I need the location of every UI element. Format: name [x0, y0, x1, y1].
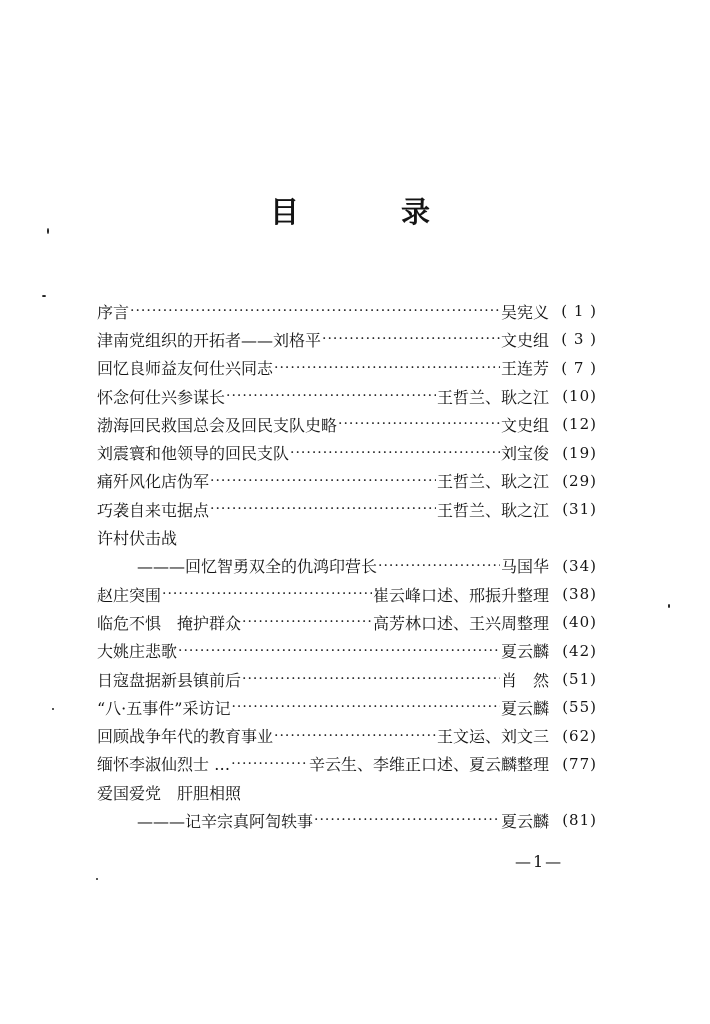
scan-speck: [47, 228, 49, 234]
toc-entry-page: (51): [562, 670, 597, 688]
toc-entry-title: 巧袭自来屯据点: [97, 500, 210, 520]
toc-entry: [97, 637, 597, 665]
toc-entry: [97, 382, 597, 410]
toc-entry-page: ( 1 ): [561, 302, 597, 321]
toc-entry-page: ( 3 ): [561, 330, 597, 349]
toc-dot-leader: [378, 556, 500, 576]
scan-speck: [668, 604, 670, 608]
toc-entry: [97, 580, 597, 608]
toc-entry-page: (81): [562, 811, 597, 830]
toc-entry-title: 爱国爱党 肝胆相照: [97, 783, 242, 803]
title-char-right: 录: [400, 195, 430, 229]
toc-entry: [97, 806, 597, 834]
toc-dot-leader: [162, 584, 372, 604]
toc-dot-leader: [130, 301, 500, 321]
toc-entry-title: 津南党组织的开拓者——刘格平: [97, 330, 322, 350]
toc-entry-title: 怀念何仕兴参谋长: [97, 387, 226, 407]
toc-entry-page: (38): [562, 585, 597, 604]
toc-entry-author: 王哲兰、耿之江: [436, 387, 549, 407]
toc-entry: [97, 410, 597, 438]
toc-dot-leader: [274, 358, 500, 378]
toc-dot-leader: [231, 754, 308, 774]
toc-entry-author: 马国华: [500, 557, 549, 577]
toc-dot-leader: [178, 641, 500, 661]
toc-entry-author: 文史组: [500, 415, 549, 435]
toc-entry-title: 日寇盘据新县镇前后: [97, 670, 242, 690]
toc-entry-title: ———回忆智勇双全的仇鸿印营长: [137, 557, 378, 577]
title-char-left: 目: [270, 195, 300, 229]
toc-entry-title: “八·五事件”采访记: [97, 698, 231, 718]
toc-entry-page: (42): [562, 641, 597, 660]
toc-entry: [97, 297, 597, 325]
toc-entry: [97, 354, 597, 382]
toc-entry-page: (77): [562, 754, 597, 773]
toc-entry-title: 痛歼风化店伪军: [97, 472, 210, 492]
toc-entry-author: 刘宝俊: [500, 444, 549, 464]
toc-entry-title: 序言: [97, 302, 130, 322]
toc-entry-author: 吴宪义: [500, 302, 549, 322]
table-of-contents: [97, 297, 597, 835]
toc-entry-page: (10): [562, 387, 597, 406]
toc-entry: [97, 552, 597, 580]
scan-speck: [42, 295, 46, 297]
toc-dot-leader: [210, 471, 436, 491]
toc-dot-leader: [242, 669, 500, 689]
toc-dot-leader: [290, 443, 500, 463]
scan-speck: [96, 878, 98, 880]
toc-entry-page: (29): [562, 471, 597, 490]
toc-entry-author: 夏云麟: [500, 698, 549, 718]
toc-entry-author: 崔云峰口述、邢振升整理: [372, 585, 549, 605]
toc-entry: [97, 467, 597, 495]
toc-entry-title: 大姚庄悲歌: [97, 642, 178, 662]
toc-entry-title: 渤海回民救国总会及回民支队史略: [97, 415, 338, 435]
toc-entry-author: 王哲兰、耿之江: [436, 472, 549, 492]
toc-entry: [97, 325, 597, 353]
toc-entry: [97, 721, 597, 749]
toc-entry: [97, 665, 597, 693]
toc-entry-page: (12): [562, 415, 597, 434]
toc-dot-leader: [274, 726, 436, 746]
toc-entry-title: ———记辛宗真阿訇轶事: [137, 811, 314, 831]
toc-entry-author: 夏云麟: [500, 811, 549, 831]
page-title: [270, 194, 430, 230]
page-number: —1—: [515, 852, 564, 871]
toc-entry-page: (55): [562, 698, 597, 717]
toc-entry: [97, 438, 597, 466]
toc-entry-author: 高芳林口述、王兴周整理: [372, 613, 549, 633]
toc-entry-author: 肖 然: [500, 670, 549, 690]
toc-entry-page: (40): [562, 613, 597, 632]
toc-entry: [97, 693, 597, 721]
toc-entry-title: 回忆良师益友何仕兴同志: [97, 359, 274, 379]
toc-entry-title: 缅怀李淑仙烈士 …: [97, 755, 231, 775]
toc-entry-author: 王哲兰、耿之江: [436, 500, 549, 520]
toc-entry-page: (62): [562, 726, 597, 745]
toc-entry-author: 夏云麟: [500, 642, 549, 662]
toc-entry-author: 王文运、刘文三: [436, 727, 549, 747]
toc-entry-page: (34): [562, 556, 597, 575]
toc-entry-page: (31): [562, 500, 597, 519]
scan-speck: [52, 708, 54, 710]
toc-dot-leader: [231, 697, 500, 717]
toc-entry-author: 文史组: [500, 330, 549, 350]
toc-dot-leader: [314, 810, 500, 830]
toc-dot-leader: [322, 329, 500, 349]
toc-entry-title: 回顾战争年代的教育事业: [97, 727, 274, 747]
toc-dot-leader: [338, 414, 500, 434]
toc-entry-title: 赵庄突围: [97, 585, 162, 605]
toc-entry: [97, 523, 597, 551]
toc-entry: [97, 750, 597, 778]
toc-entry: [97, 495, 597, 523]
toc-dot-leader: [242, 612, 372, 632]
toc-entry-title: 许村伏击战: [97, 529, 178, 549]
toc-entry-page: ( 7 ): [561, 358, 597, 377]
toc-entry-page: (19): [562, 443, 597, 462]
toc-entry-title: 刘震寰和他领导的回民支队: [97, 444, 290, 464]
toc-entry: [97, 778, 597, 806]
toc-entry: [97, 608, 597, 636]
toc-dot-leader: [226, 386, 436, 406]
toc-entry-author: 辛云生、李维正口述、夏云麟整理: [308, 755, 549, 775]
toc-dot-leader: [210, 499, 436, 519]
toc-entry-title: 临危不惧 掩护群众: [97, 613, 242, 633]
toc-entry-author: 王连芳: [500, 359, 549, 379]
